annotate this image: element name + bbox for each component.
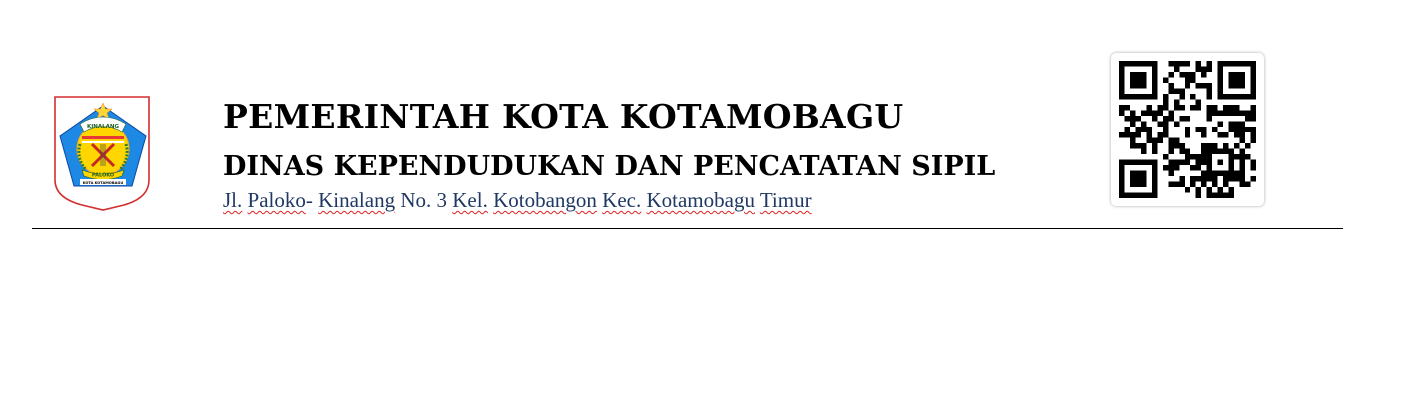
address-word-flagged: Jl.: [223, 188, 243, 212]
address-word-flagged: Paloko: [247, 188, 306, 212]
address-text: -: [305, 188, 319, 212]
government-title: PEMERINTAH KOTA KOTAMOBAGU: [223, 97, 904, 136]
emblem-base-text: KOTA KOTAMOBAGU: [82, 181, 124, 185]
emblem-ribbon-text: PALOKO: [91, 172, 115, 179]
address-word-flagged: Timur: [759, 188, 812, 212]
agency-title: DINAS KEPENDUDUKAN DAN PENCATATAN SIPIL: [223, 151, 996, 182]
address-word-flagged: Kotobangon: [493, 188, 597, 212]
address-word-flagged: Kel.: [452, 188, 488, 212]
header-divider-line: [32, 228, 1343, 229]
emblem-banner-text: KINALANG: [86, 124, 120, 130]
qr-code: [1111, 53, 1264, 206]
address-line: [223, 188, 812, 213]
address-word-flagged: Kec.: [602, 188, 642, 212]
qr-code-pattern: [1119, 61, 1256, 198]
address-word-flagged: Kotamobagu: [646, 188, 755, 212]
address-word-flagged: Kinalang: [318, 188, 396, 212]
city-emblem-logo: [52, 94, 154, 212]
address-text: No. 3: [395, 188, 453, 212]
